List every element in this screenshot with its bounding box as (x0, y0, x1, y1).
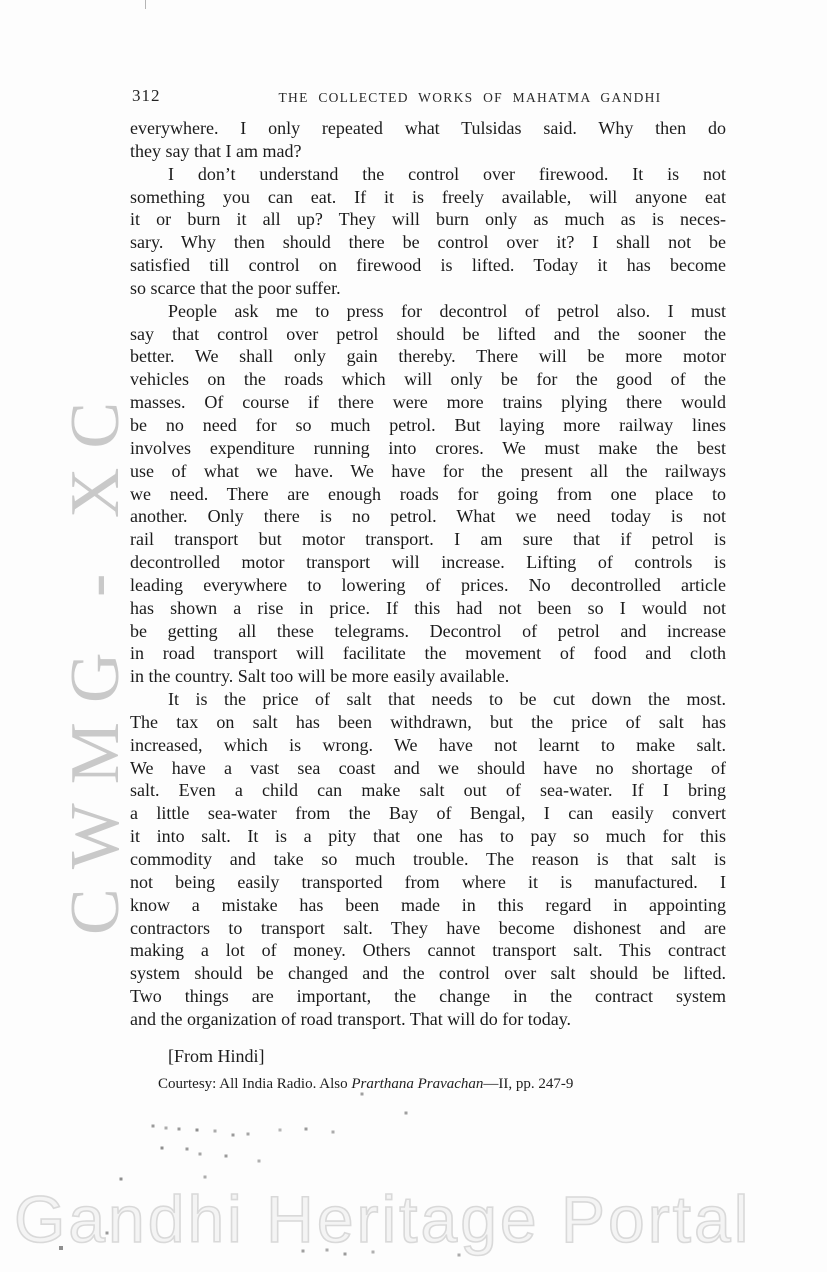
body-text-line: The tax on salt has been withdrawn, but the price of salt has (130, 711, 726, 732)
body-text-line: another. Only there is no petrol. What we need today is not (130, 506, 726, 527)
page-number: 312 (132, 86, 161, 105)
body-text-line: decontrolled motor transport will increase. Lifting of controls is (130, 552, 726, 573)
body-text-line: and the organization of road transport. That will do for today. (130, 1008, 572, 1029)
cwmg-side-watermark: CWMG - XC (57, 382, 134, 935)
body-text-line: sary. Why then should there be control over it? I shall not be (130, 232, 726, 253)
body-text-line: everywhere. I only repeated what Tulsidas said. Why then do (130, 118, 726, 138)
source-note: [From Hindi] (168, 1046, 265, 1066)
running-header: THE COLLECTED WORKS OF MAHATMA GANDHI (278, 90, 662, 105)
courtesy-prefix: Courtesy: All India Radio. Also (158, 1076, 352, 1092)
body-text-line: We have a vast sea coast and we should have no shortage of (130, 757, 726, 778)
body-text-line: say that control over petrol should be lifted and the sooner the (130, 323, 726, 344)
body-text-line: a little sea-water from the Bay of Bengal, I can easily convert (130, 803, 726, 824)
body-text-line: satisfied till control on firewood is lifted. Today it has become (130, 255, 726, 276)
courtesy-title: Prarthana Pravachan (351, 1076, 484, 1092)
scan-edge-artifact (145, 0, 146, 9)
body-text-line: rail transport but motor transport. I am sure that if petrol is (130, 529, 726, 550)
body-text-line: they say that I am mad? (130, 140, 302, 161)
body-text-line: it or burn it all up? They will burn only as much as is neces- (130, 209, 726, 230)
scan-speckles (0, 0, 2, 2)
body-text-line: be getting all these telegrams. Decontrol of petrol and increase (130, 620, 726, 641)
body-text-line: involves expenditure running into crores. We must make the best (130, 437, 726, 458)
body-text-line: salt. Even a child can make salt out of sea-water. If I bring (130, 780, 726, 801)
body-text-line: we need. There are enough roads for going from one place to (130, 483, 726, 504)
body-text-line: not being easily transported from where it is manufactured. I (130, 871, 726, 892)
courtesy-suffix: —II, pp. 247-9 (483, 1076, 574, 1092)
body-text-line: making a lot of money. Others cannot transport salt. This contract (130, 940, 726, 961)
body-text-line: so scarce that the poor suffer. (130, 277, 341, 298)
body-text-line: I don’t understand the control over firewood. It is not (168, 163, 726, 184)
body-text-line: increased, which is wrong. We have not learnt to make salt. (130, 734, 726, 755)
body-text-line: Two things are important, the change in the contract system (130, 986, 726, 1007)
body-text-line: People ask me to press for decontrol of petrol also. I must (168, 300, 726, 321)
body-text-line: vehicles on the roads which will only be for the good of the (130, 369, 726, 390)
body-text-line: better. We shall only gain thereby. There will be more motor (130, 346, 726, 367)
body-text-line: has shown a rise in price. If this had not been so I would not (130, 597, 726, 618)
body-text-line: leading everywhere to lowering of prices. No decontrolled article (130, 574, 726, 595)
courtesy-line (158, 1076, 738, 1093)
body-text (130, 117, 726, 1031)
body-text-line: it into salt. It is a pity that one has to pay so much for this (130, 826, 726, 847)
body-text-line: system should be changed and the control over salt should be lifted. (130, 963, 726, 984)
body-text-line: know a mistake has been made in this regard in appointing (130, 894, 726, 915)
body-text-line: commodity and take so much trouble. The reason is that salt is (130, 849, 726, 869)
gandhi-heritage-portal-watermark: Gandhi Heritage Portal (14, 1182, 752, 1256)
body-text-line: masses. Of course if there were more trains plying there would (130, 392, 726, 413)
body-text-line: use of what we have. We have for the present all the railways (130, 460, 726, 481)
body-text-line: in road transport will facilitate the movement of food and cloth (130, 643, 726, 664)
body-text-line: in the country. Salt too will be more easily available. (130, 666, 510, 687)
body-text-line: something you can eat. If it is freely available, will anyone eat (130, 186, 726, 207)
body-text-line: be no need for so much petrol. But laying more railway lines (130, 414, 726, 435)
body-text-line: contractors to transport salt. They have become dishonest and are (130, 917, 726, 938)
body-text-line: It is the price of salt that needs to be cut down the most. (168, 689, 726, 710)
